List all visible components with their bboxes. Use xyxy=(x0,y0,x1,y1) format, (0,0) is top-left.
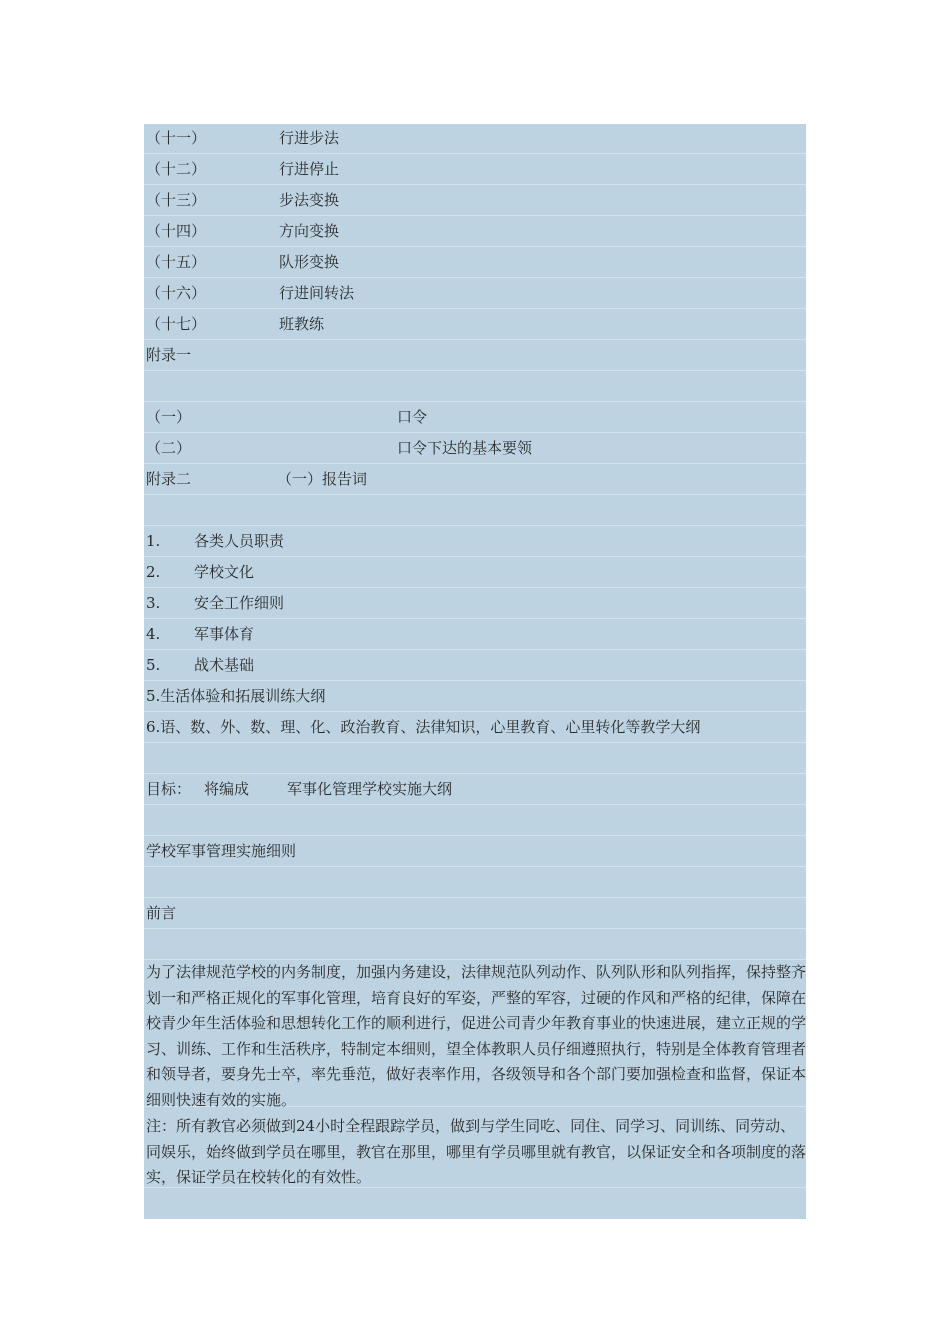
toc-number: （十二） xyxy=(146,160,207,178)
toc-title: 行进步法 xyxy=(279,129,340,147)
goal-row xyxy=(144,775,806,805)
spacer-row xyxy=(144,496,806,526)
spacer-row xyxy=(144,930,806,960)
note-paragraph xyxy=(144,1112,806,1188)
appendix-item-title: 口令 xyxy=(397,408,428,426)
goal-word: 将编成 xyxy=(204,780,250,798)
item-number: 1. xyxy=(146,532,161,550)
appendix-one-heading xyxy=(144,341,806,371)
item-number: 5. xyxy=(146,656,161,674)
item-title: 军事体育 xyxy=(194,625,255,643)
toc-title: 方向变换 xyxy=(279,222,340,240)
toc-title: 班教练 xyxy=(279,315,325,333)
item-title: 学校文化 xyxy=(194,563,255,581)
appendix-label: 附录二 xyxy=(146,470,192,488)
appendix-label: 附录一 xyxy=(146,346,192,364)
numbered-item xyxy=(144,589,806,619)
item-title: 安全工作细则 xyxy=(194,594,285,612)
toc-number: （十四） xyxy=(146,222,207,240)
appendix-item xyxy=(144,403,806,433)
document-title: 学校军事管理实施细则 xyxy=(146,842,297,860)
toc-title: 行进停止 xyxy=(279,160,340,178)
note-text: 注：所有教官必须做到24小时全程跟踪学员，做到与学生同吃、同住、同学习、同训练、同劳动、同娱乐，始终做到学员在哪里，教官在那里，哪里有学员哪里就有教官，以保证安全和各项制度的落实，保证学员在校转化的有效性。 xyxy=(146,1117,807,1186)
preface-heading: 前言 xyxy=(146,904,177,922)
spacer-row xyxy=(144,868,806,898)
spacer-row xyxy=(144,744,806,774)
appendix-item-title: （一）报告词 xyxy=(277,470,368,488)
appendix-item xyxy=(144,434,806,464)
toc-number: （十五） xyxy=(146,253,207,271)
toc-row xyxy=(144,310,806,340)
appendix-two-row xyxy=(144,465,806,495)
item-title: 各类人员职责 xyxy=(194,532,285,550)
toc-row xyxy=(144,186,806,216)
goal-label: 目标： xyxy=(146,780,192,798)
extra-item-text: 5.生活体验和拓展训练大纲 xyxy=(146,687,326,705)
item-number: 4. xyxy=(146,625,161,643)
preface-heading-row xyxy=(144,899,806,929)
extra-item xyxy=(144,713,806,743)
toc-row xyxy=(144,217,806,247)
preface-paragraph xyxy=(144,959,806,1107)
goal-title: 军事化管理学校实施大纲 xyxy=(287,780,453,798)
toc-row xyxy=(144,248,806,278)
appendix-item-number: （一） xyxy=(146,408,192,426)
item-title: 战术基础 xyxy=(194,656,255,674)
toc-number: （十三） xyxy=(146,191,207,209)
toc-row xyxy=(144,124,806,154)
toc-number: （十六） xyxy=(146,284,207,302)
numbered-item xyxy=(144,651,806,681)
toc-title: 步法变换 xyxy=(279,191,340,209)
numbered-item xyxy=(144,558,806,588)
spacer-row xyxy=(144,372,806,402)
toc-number: （十七） xyxy=(146,315,207,333)
item-number: 3. xyxy=(146,594,161,612)
item-number: 2. xyxy=(146,563,161,581)
doc-title-row xyxy=(144,837,806,867)
toc-title: 行进间转法 xyxy=(279,284,355,302)
numbered-item xyxy=(144,527,806,557)
spacer-row xyxy=(144,806,806,836)
preface-text: 为了法律规范学校的内务制度，加强内务建设，法律规范队列动作、队列队形和队列指挥，保持整齐划一和严格正规化的军事化管理，培育良好的军姿，严整的军容，过硬的作风和严格的纪律，保障在校青少年生活体验和思想转化工作的顺利进行，促进公司青少年教育事业的快速进展，建立正规的学习、训练、工作和生活秩序，特制定本细则，望全体教职人员仔细遵照执行，特别是全体教育管理者和领导者，要身先士卒，率先垂范，做好表率作用，各级领导和各个部门要加强检查和监督，保证本细则快速有效的实施。 xyxy=(146,963,807,1109)
extra-item xyxy=(144,682,806,712)
toc-number: （十一） xyxy=(146,129,207,147)
appendix-item-number: （二） xyxy=(146,439,192,457)
extra-item-text: 6.语、数、外、数、理、化、政治教育、法律知识，心里教育、心里转化等教学大纲 xyxy=(146,718,701,736)
toc-title: 队形变换 xyxy=(279,253,340,271)
numbered-item xyxy=(144,620,806,650)
toc-row xyxy=(144,279,806,309)
toc-row xyxy=(144,155,806,185)
appendix-item-title: 口令下达的基本要领 xyxy=(397,439,533,457)
document-panel xyxy=(144,124,806,1219)
